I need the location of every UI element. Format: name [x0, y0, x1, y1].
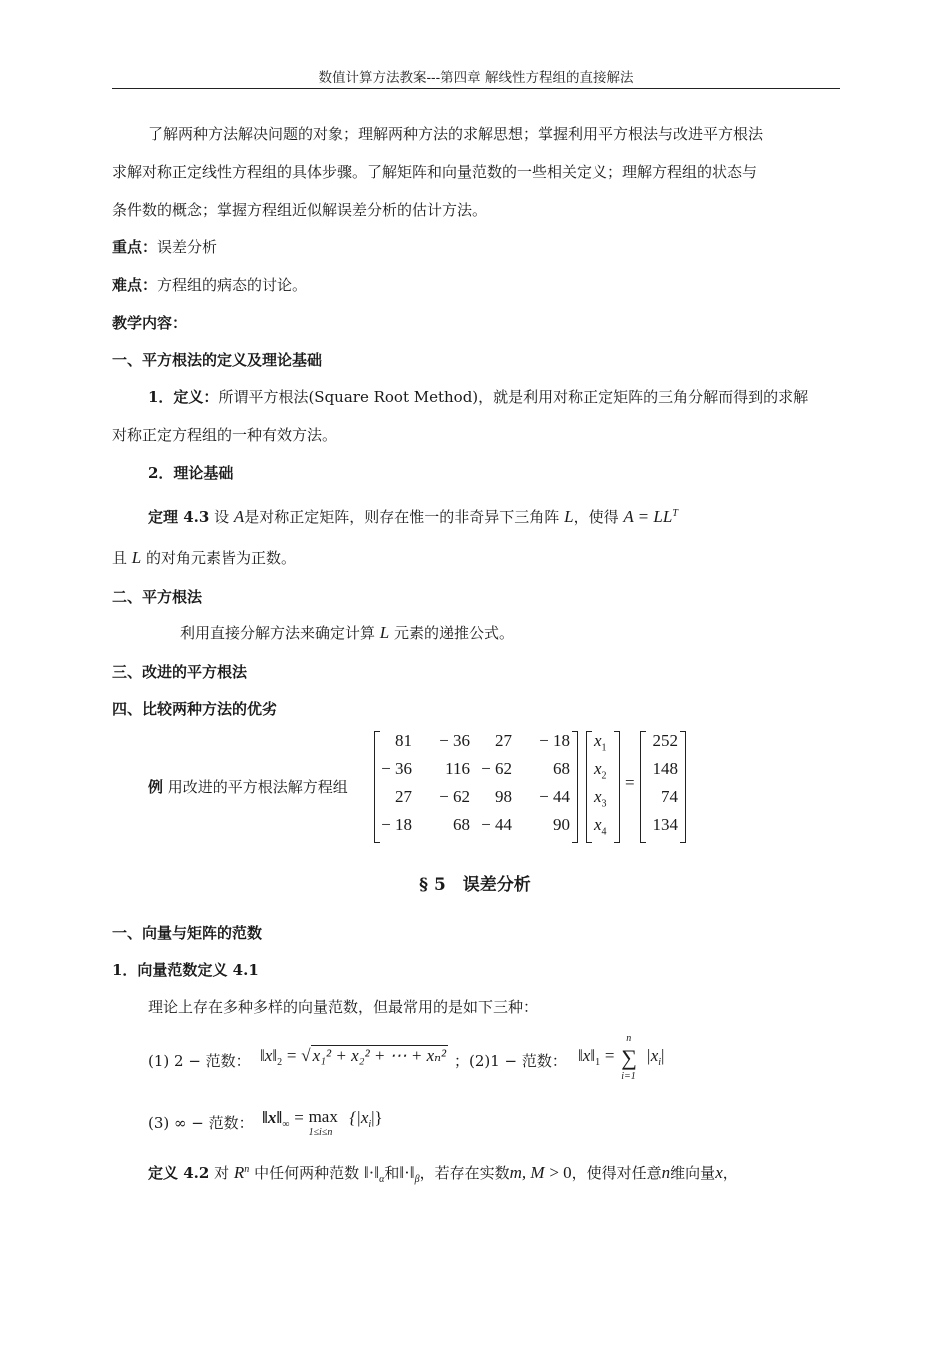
- def42-a: 对: [214, 1164, 230, 1182]
- theorem-label: 定理 4.3: [148, 508, 210, 526]
- matrix-bracket-right: [572, 731, 578, 843]
- matrix-cell: 116: [445, 759, 470, 778]
- section1-title: 一、平方根法的定义及理论基础: [112, 351, 323, 369]
- one-norm-term: |x: [646, 1046, 659, 1065]
- variable-cell: [594, 731, 607, 753]
- difficulty-label: 难点：: [112, 276, 158, 294]
- matrix-cell: 27: [495, 731, 512, 750]
- def42-norm-beta: ‖·‖: [399, 1163, 415, 1182]
- matrix-cell: 27: [395, 787, 412, 806]
- page-header: 数值计算方法教案---第四章 解线性方程组的直接解法: [318, 70, 634, 86]
- variable-symbol: x: [594, 815, 602, 834]
- theorem-line2-a: 且: [112, 549, 128, 567]
- one-norm-lhs: ‖x‖: [578, 1046, 596, 1065]
- intro-line-2: 求解对称正定线性方程组的具体步骤。了解矩阵和向量范数的一些相关定义；理解方程组的状态与: [112, 163, 758, 181]
- inf-norm-eq: =: [294, 1108, 304, 1127]
- vector-bracket-right: [614, 731, 620, 843]
- def42-e: 维向量: [670, 1164, 716, 1182]
- section3-title: 三、改进的平方根法: [112, 663, 248, 681]
- theorem-text-b: 是对称正定矩阵，则存在惟一的非奇异下三角阵: [244, 508, 560, 526]
- inf-norm-term-end: |}: [371, 1108, 383, 1127]
- two-norm-radicand: x₁² + x₂² + ⋯ + xₙ²: [312, 1046, 447, 1065]
- two-norm-label: (1) 2 − 范数：: [148, 1052, 251, 1070]
- def42-r: R: [233, 1163, 245, 1182]
- section2-text-a: 利用直接分解方法来确定计算: [180, 624, 376, 642]
- matrix-bracket-left: [374, 731, 380, 843]
- definition-4-2: [148, 1162, 738, 1185]
- difficulty: [112, 274, 307, 295]
- summation-lower: i=1: [621, 1071, 636, 1082]
- def42-d: ，使得对任意: [571, 1164, 662, 1182]
- definition-line-1: [148, 386, 808, 407]
- key-point-text: 误差分析: [157, 238, 218, 256]
- matrix-cell: 98: [495, 787, 512, 806]
- theorem-text-c: ，使得: [573, 508, 619, 526]
- rhs-cell: 252: [652, 731, 678, 750]
- variable-vector: [586, 731, 620, 843]
- theorem-line-2: [112, 547, 296, 568]
- matrix-cell: − 44: [481, 815, 512, 834]
- variable-subscript: 1: [601, 742, 607, 754]
- vector-bracket-left: [586, 731, 592, 843]
- definition-line-2: 对称正定方程组的一种有效方法。: [112, 426, 338, 444]
- variable-cell: [594, 787, 607, 809]
- matrix-cell: 90: [553, 815, 570, 834]
- one-norm-label: ；(2)1 − 范数：: [454, 1052, 567, 1070]
- def42-beta: β: [414, 1174, 420, 1185]
- theorem-symbol-a: A: [233, 507, 245, 526]
- two-norm-sub: 2: [277, 1057, 283, 1068]
- example-text: 用改进的平方根法解方程组: [167, 778, 348, 796]
- theorem-transpose: T: [672, 508, 678, 519]
- section2-text-b: 元素的递推公式。: [394, 624, 515, 642]
- norms-title: 一、向量与矩阵的范数: [112, 924, 263, 942]
- variable-subscript: 4: [601, 826, 607, 838]
- example-line: [148, 776, 348, 797]
- summation-upper: n: [626, 1033, 632, 1044]
- one-norm-eq: =: [604, 1046, 615, 1065]
- rhs-bracket-right: [680, 731, 686, 843]
- variable-symbol: x: [594, 787, 602, 806]
- summation-icon: ∑: [621, 1045, 637, 1070]
- def42-f: ，: [722, 1164, 738, 1182]
- two-norm-eq: =: [286, 1046, 297, 1065]
- rhs-bracket-left: [640, 731, 646, 843]
- variable-symbol: x: [594, 731, 602, 750]
- one-norm-term-sub: i: [658, 1057, 662, 1068]
- key-point: [112, 236, 217, 257]
- inf-norm-sub: ∞: [282, 1119, 290, 1130]
- variable-subscript: 3: [601, 798, 607, 810]
- inf-norm-lhs: ‖x‖: [262, 1108, 283, 1127]
- theorem-line2-symbol: L: [131, 548, 142, 567]
- def42-r-sup: n: [244, 1164, 250, 1175]
- matrix-cell: − 36: [439, 731, 470, 750]
- rhs-cell: 134: [652, 815, 678, 834]
- header-rule: [112, 88, 840, 89]
- vector-norm-def-text: 理论上存在多种多样的向量范数，但最常用的是如下三种：: [148, 998, 539, 1016]
- definition-text-1: 所谓平方根法(Square Root Method)，就是利用对称正定矩阵的三角分解而得到的求解: [218, 388, 809, 406]
- variable-cell: [594, 759, 607, 781]
- sqrt-icon: √: [301, 1046, 311, 1065]
- two-norm-lhs: ‖x‖: [260, 1046, 278, 1065]
- theorem-symbol-l: L: [564, 507, 574, 526]
- matrix-cell: − 44: [539, 787, 570, 806]
- def42-and: 和: [384, 1164, 400, 1182]
- variable-symbol: x: [594, 759, 602, 778]
- matrix-cell: − 36: [381, 759, 412, 778]
- def42-mm: m, M: [509, 1163, 545, 1182]
- inf-norm-term-sub: i: [368, 1119, 372, 1130]
- rhs-cell: 74: [661, 787, 678, 806]
- def42-norm-alpha: ‖·‖: [363, 1163, 380, 1182]
- intro-line-3: 条件数的概念；掌握方程组近似解误差分析的估计方法。: [112, 201, 488, 219]
- key-point-label: 重点：: [112, 238, 158, 256]
- matrix-cell: − 18: [539, 731, 570, 750]
- theorem-line2-b: 的对角元素皆为正数。: [146, 549, 297, 567]
- matrix-cell: 68: [453, 815, 470, 834]
- variable-subscript: 2: [601, 770, 607, 782]
- definition-label: 1．定义：: [148, 388, 219, 406]
- rhs-cell: 148: [652, 759, 678, 778]
- matrix-cell: − 62: [481, 759, 512, 778]
- inf-norm-formula: [262, 1107, 383, 1138]
- vector-norm-def-title: 1．向量范数定义 4.1: [112, 961, 259, 979]
- equals-sign: =: [625, 773, 635, 792]
- def42-gt: > 0: [549, 1163, 572, 1182]
- two-norm-formula: [260, 1046, 448, 1068]
- theorem-text-a: 设: [214, 508, 230, 526]
- section2-title: 二、平方根法: [112, 588, 203, 606]
- matrix-cell: 68: [553, 759, 570, 778]
- matrix-cell: − 18: [381, 815, 412, 834]
- theory-label: 2．理论基础: [148, 464, 234, 482]
- def42-c: ，若存在实数: [419, 1164, 510, 1182]
- coefficient-matrix: [374, 731, 578, 843]
- content-heading: 教学内容：: [112, 314, 188, 332]
- def42-label: 定义 4.2: [148, 1164, 210, 1182]
- one-norm-term-end: |: [661, 1046, 665, 1065]
- theorem-line-1: [148, 506, 678, 527]
- one-norm-formula: [578, 1033, 665, 1082]
- difficulty-text: 方程组的病态的讨论。: [157, 276, 308, 294]
- summation: [619, 1033, 641, 1082]
- def42-x: x: [715, 1163, 723, 1182]
- inf-norm-term: {|x: [349, 1108, 369, 1127]
- max-subscript: 1≤i≤n: [308, 1127, 333, 1138]
- section2-text: [180, 622, 514, 643]
- matrix-cell: 81: [395, 731, 412, 750]
- example-label: 例: [148, 778, 164, 796]
- section4-title: 四、比较两种方法的优劣: [112, 700, 278, 718]
- section2-symbol: L: [379, 623, 390, 642]
- intro-line-1: 了解两种方法解决问题的对象；理解两种方法的求解思想；掌握利用平方根法与改进平方根法: [148, 125, 764, 143]
- matrix-cell: − 62: [439, 787, 470, 806]
- variable-cell: [594, 815, 607, 837]
- theorem-equation: A = LL: [623, 507, 673, 526]
- max-operator: [308, 1107, 345, 1138]
- max-text: max: [308, 1107, 338, 1126]
- rhs-vector: [640, 731, 686, 843]
- section-heading: § 5 误差分析: [419, 875, 531, 895]
- def42-b: 中任何两种范数: [254, 1164, 360, 1182]
- def42-n: n: [661, 1163, 671, 1182]
- one-norm-sub: 1: [595, 1057, 601, 1068]
- inf-norm-label: (3) ∞ − 范数：: [148, 1114, 254, 1132]
- def42-alpha: α: [379, 1174, 385, 1185]
